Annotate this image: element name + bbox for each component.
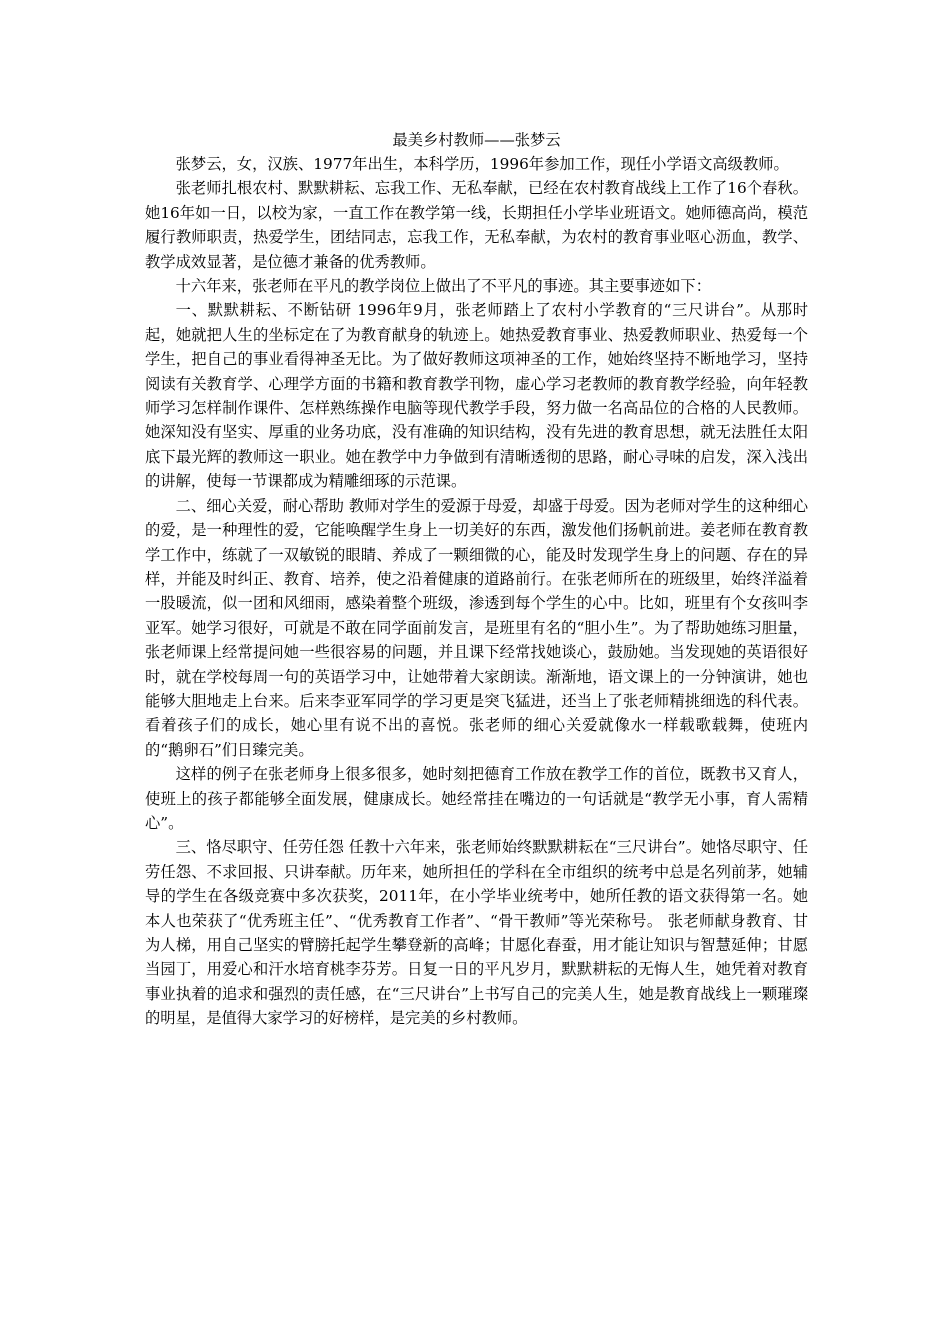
paragraph-examples: 这样的例子在张老师身上很多很多，她时刻把德育工作放在教学工作的首位，既教书又育人，使班上的孩子都能够全面发展，健康成长。她经常挂在嘴边的一句话就是“教学无小事，育人需精心”。	[145, 765, 808, 832]
paragraph-section-two: 二、细心关爱，耐心帮助 教师对学生的爱源于母爱，却盛于母爱。因为老师对学生的这种细心的爱，是一种理性的爱，它能唤醒学生身上一切美好的东西，激发他们扬帆前进。姜老师在教育教学工作中，练就了一双敏锐的眼睛、养成了一颗细微的心，能及时发现学生身上的问题、存在的异样，并能及时纠正、教育、培养，使之沿着健康的道路前行。在张老师所在的班级里，始终洋溢着一股暖流，似一团和风细雨，感染着整个班级，渗透到每个学生的心中。比如，班里有个女孩叫李亚军。她学习很好，可就是不敢在同学面前发言，是班里有名的“胆小生”。为了帮助她练习胆量，张老师课上经常提问她一些很容易的问题，并且课下经常找她谈心，鼓励她。当发现她的英语很好时，就在学校每周一句的英语学习中，让她带着大家朗读。渐渐地，语文课上的一分钟演讲，她也能够大胆地走上台来。后来李亚军同学的学习更是突飞猛进，还当上了张老师精挑细选的科代表。看着孩子们的成长，她心里有说不出的喜悦。张老师的细心关爱就像水一样载歌载舞，使班内的“鹅卵石”们日臻完美。	[145, 496, 808, 759]
paragraph-intro: 张梦云，女，汉族、1977年出生，本科学历，1996年参加工作，现任小学语文高级教师。	[175, 155, 789, 173]
document-title: 最美乡村教师——张梦云	[392, 131, 561, 149]
paragraph-section-one: 一、默默耕耘、不断钻研 1996年9月，张老师踏上了农村小学教育的“三尺讲台”。从那时起，她就把人生的坐标定在了为教育献身的轨迹上。她热爱教育事业、热爱教师职业、热爱每一个学生，把自己的事业看得神圣无比。为了做好教师这项神圣的工作，她始终坚持不断地学习，坚持阅读有关教育学、心理学方面的书籍和教育教学刊物，虚心学习老教师的教育教学经验，向年轻教师学习怎样制作课件、怎样熟练操作电脑等现代教学手段，努力做一名高品位的合格的人民教师。她深知没有坚实、厚重的业务功底，没有准确的知识结构，没有先进的教育思想，就无法胜任太阳底下最光辉的教师这一职业。她在教学中力争做到有清晰透彻的思路，耐心寻味的启发，深入浅出的讲解，使每一节课都成为精雕细琢的示范课。	[145, 301, 808, 491]
paragraph-deeds-lead: 十六年来，张老师在平凡的教学岗位上做出了不平凡的事迹。其主要事迹如下：	[175, 277, 711, 296]
document-page	[145, 128, 808, 1031]
paragraph-summary: 张老师扎根农村、默默耕耘、忘我工作、无私奉献，已经在农村教育战线上工作了16个春秋。她16年如一日，以校为家，一直工作在教学第一线，长期担任小学毕业班语文。她师德高尚，模范履行教师职责，热爱学生，团结同志，忘我工作，无私奉献，为农村的教育事业呕心沥血，教学、教学成效显著，是位德才兼备的优秀教师。	[145, 179, 808, 271]
paragraph-section-three: 三、恪尽职守、任劳任怨 任教十六年来，张老师始终默默耕耘在“三尺讲台”。她恪尽职守、任劳任怨、不求回报、只讲奉献。历年来，她所担任的学科在全市组织的统考中总是名列前茅，她辅导的学生在各级竞赛中多次获奖，2011年，在小学毕业统考中，她所任教的语文获得第一名。她本人也荣获了“优秀班主任”、“优秀教育工作者”、“骨干教师”等光荣称号。 张老师献身教育、甘为人梯，用自己坚实的臂膀托起学生攀登新的高峰；甘愿化春蚕，用才能让知识与智慧延伸；甘愿当园丁，用爱心和汗水培育桃李芬芳。日复一日的平凡岁月，默默耕耘的无悔人生，她凭着对教育事业执着的追求和强烈的责任感，在“三尺讲台”上书写自己的完美人生，她是教育战线上一颗璀璨的明星，是值得大家学习的好榜样，是完美的乡村教师。	[145, 838, 808, 1028]
